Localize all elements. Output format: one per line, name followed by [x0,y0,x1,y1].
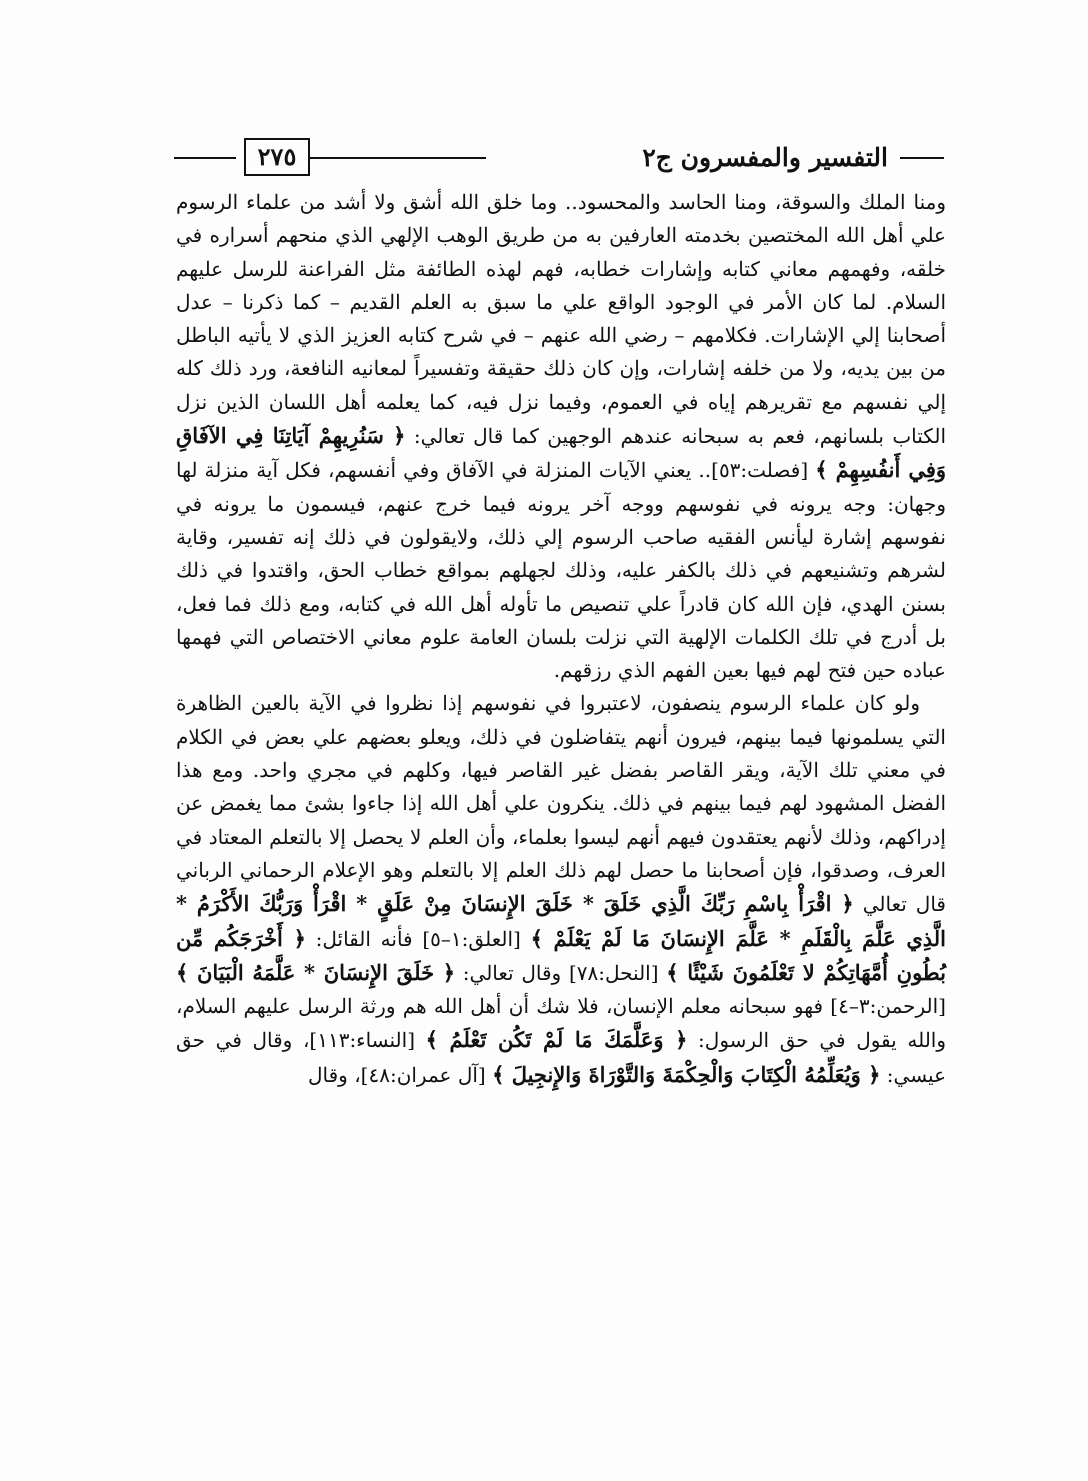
quran-verse: ﴿ خَلَقَ الإِنسَانَ * عَلَّمَهُ الْبَيَانَ ﴾ [176,959,456,985]
quran-verse: ﴿ أَخْرَجَكُم مِّن بُطُونِ أُمَّهَاتِكُمْ لا تَعْلَمُونَ شَيْئًا ﴾ [176,925,946,985]
quran-verse: ﴿ اقْرَأْ بِاسْمِ رَبِّكَ الَّذِي خَلَقَ * خَلَقَ الإِنسَانَ مِنْ عَلَقٍ * اقْرَأْ وَرَبُّكَ الأَكْرَمُ * الَّذِي عَلَّمَ بِالْقَلَمِ * عَلَّمَ الإِنسَانَ مَا لَمْ يَعْلَمْ ﴾ [176,891,947,951]
header-rule-middle [310,157,486,159]
book-title: التفسير والمفسرون ج٢ [642,143,888,172]
body-text [176,186,946,1092]
quran-verse: ﴿ وَيُعَلِّمُهُ الْكِتَابَ وَالْحِكْمَةَ وَالتَّوْرَاةَ وَالإِنجِيلَ ﴾ [492,1061,881,1087]
page-number: ٢٧٥ [244,138,310,176]
paragraph-2-text: ولو كان علماء الرسوم ينصفون، لاعتبروا في نفوسهم إذا نظروا في الآية بالعين الظاهرة التي يسلمونها فيما بينهم، فيرون أنهم يتفاضلون في ذلك، ويعلو بعضهم علي بعض في الكلام في معني تلك الآية، ويقر القاصر بفضل غير القاصر فيها، وكلهم في مجري واحد. ومع هذا الفضل المشهود لهم فيما بينهم في ذلك. ينكرون علي أهل الله إذا جاءوا بشئ مما يغمض عن إدراكهم، وذلك لأنهم يعتقدون فيهم أنهم ليسوا بعلماء، وأن العلم لا يحصل إلا بالتعلم المعتاد في العرف، وصدقوا، فإن أصحابنا ما حصل لهم ذلك العلم إلا بالتعلم وهو الإعلام الرحماني الرباني قال تعالي [176,691,946,917]
paragraph-1-text: ومنا الملك والسوقة، ومنا الحاسد والمحسود.. وما خلق الله أشق ولا أشد من علماء الرسوم علي أهل الله المختصين بخدمته العارفين به من طريق الوهب الإلهي الذي منحهم أسراره في خلقه، وفهمهم معاني كتابه وإشارات خطابه، فهم لهذه الطائفة مثل الفراعنة للرسل عليهم السلام. لما كان الأمر في الوجود الواقع علي ما سبق به العلم القديم – كما ذكرنا – عدل أصحابنا إلي الإشارات. فكلامهم – رضي الله عنهم – في شرح كتابه العزيز الذي لا يأتيه الباطل من بين يديه، ولا من خلفه إشارات، وإن كان ذلك حقيقة وتفسيراً لمعانيه النافعة، ورد ذلك كله إلي نفسهم مع تقريرهم إياه في العموم، وفيما نزل فيه، كما يعلمه أهل اللسان الذين نزل الكتاب بلسانهم، فعم به سبحانه عندهم الوجهين كما قال تعالي: [176,190,947,449]
citation-text: [العلق:١–٥] فأنه القائل: [305,926,531,951]
citation-text: [النحل:٧٨] وقال تعالي: [455,960,667,985]
header-rule-right [900,157,944,159]
quran-verse: ﴿ سَنُرِيهِمْ آيَاتِنَا فِي الآفَاقِ وَفِي أَنفُسِهِمْ ﴾ [176,423,947,483]
paragraph-2 [176,687,946,1092]
citation-text: [آل عمران:٤٨]، وقال [308,1062,493,1087]
running-header [174,138,944,178]
paragraph-1-text-cont: [فصلت:٥٣].. يعني الآيات المنزلة في الآفاق وفي أنفسهم، فكل آية منزلة لها وجهان: وجه يرونه في نفوسهم ووجه آخر يرونه فيما خرج عنهم، فيسمون ما يرونه في نفوسهم إشارة ليأنس الفقيه صاحب الرسوم إلي ذلك، ولايقولون في ذلك إنه تفسير، وقاية لشرهم وتشنيعهم في ذلك بالكفر عليه، وذلك لجهلهم بمواقع خطاب الحق، واقتدوا في ذلك بسنن الهدي، فإن الله كان قادراً علي تنصيص ما تأوله أهل الله في كتابه، ومع ذلك فما فعل، بل أدرج في تلك الكلمات الإلهية التي نزلت بلسان العامة علوم معاني الاختصاص التي فهمها عباده حين فتح لهم فيها بعين الفهم الذي رزقهم. [176,458,946,683]
paragraph-1 [176,186,946,687]
header-rule-left [174,157,236,159]
citation-text: [النساء:١١٣]، وقال في حق عيسي: [176,1028,946,1087]
quran-verse: ﴿ وَعَلَّمَكَ مَا لَمْ تَكُن تَعْلَمُ ﴾ [425,1027,688,1053]
paragraph-2-text-cont: [الرحمن:٣–٤] فهو سبحانه معلم الإنسان، فلا شك أن أهل الله هم ورثة الرسل عليهم السلام، والله يقول في حق الرسول: [176,994,946,1053]
